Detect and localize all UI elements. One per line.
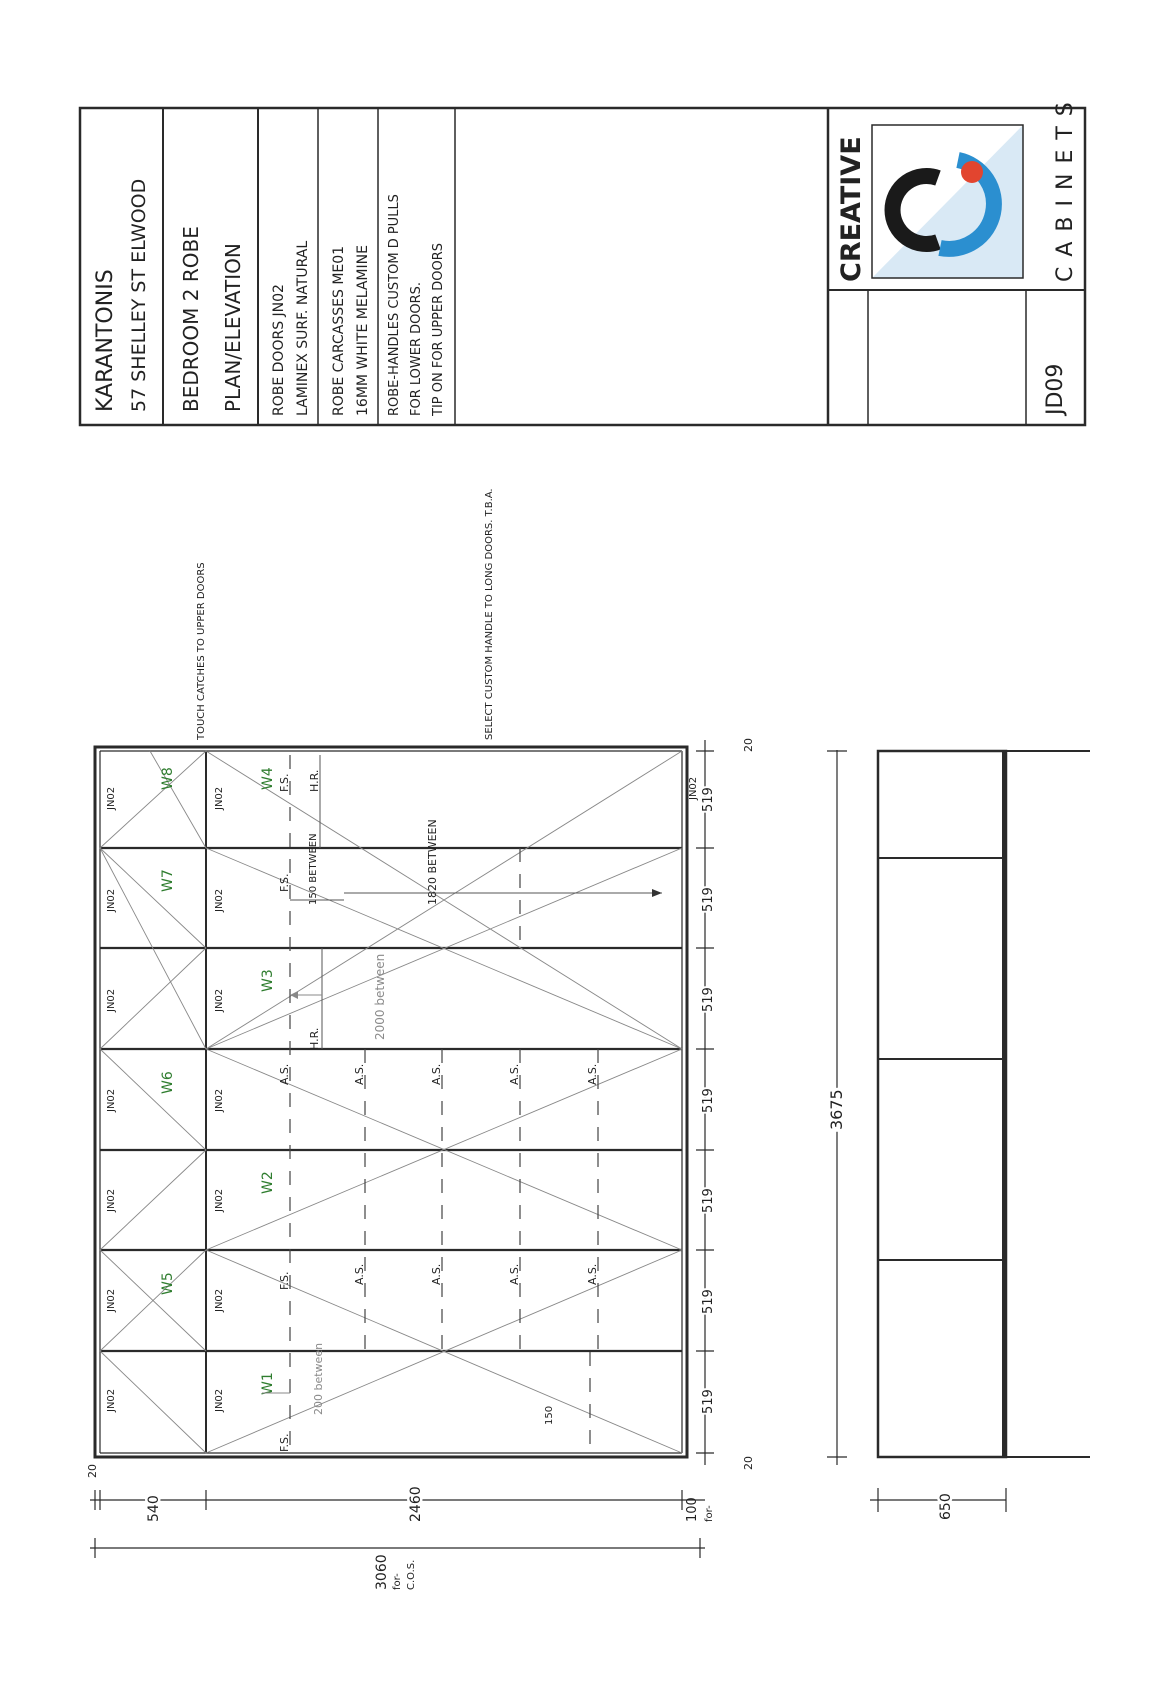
dim-height-plinth-note: for-: [704, 1505, 715, 1522]
note-doors-line2: LAMINEX SURF. NATURAL: [295, 240, 311, 416]
height-dimensions: [86, 1464, 715, 1590]
dim-bay-3: 519: [701, 1289, 716, 1314]
finish-label: JN02: [106, 1188, 117, 1212]
note-carcass-line1: ROBE CARCASSES ME01: [331, 245, 347, 416]
adj-shelf-label: A.S.: [353, 1063, 366, 1085]
finish-label: JN02: [214, 988, 225, 1012]
finish-label: JN02: [106, 786, 117, 810]
width-dimensions: [696, 738, 755, 1470]
between-200: 200 between: [312, 1342, 325, 1415]
fixed-shelf-label: F.S.: [278, 773, 291, 792]
dim-height-overall-note2: C.O.S.: [406, 1559, 417, 1590]
finish-label: JN02: [688, 776, 699, 800]
dim-height-upper: 540: [146, 1495, 162, 1522]
dim-bay-4: 519: [701, 1188, 716, 1213]
note-carcass-line2: 16MM WHITE MELAMINE: [355, 245, 371, 416]
between-1820: 1820 BETWEEN: [426, 819, 439, 905]
adj-shelf-label: A.S.: [353, 1263, 366, 1285]
finish-labels: [106, 777, 699, 1413]
door-w7: W7: [160, 869, 176, 892]
dim-height-top: 20: [86, 1464, 99, 1478]
note-doors-line1: ROBE DOORS JN02: [271, 284, 287, 416]
client-name: KARANTONIS: [93, 269, 118, 412]
finish-label: JN02: [214, 1388, 225, 1412]
finish-label: JN02: [214, 1288, 225, 1312]
plan-view: [827, 750, 1090, 1520]
fixed-shelf-label: F.S.: [278, 1433, 291, 1452]
adj-shelf-label: A.S.: [430, 1263, 443, 1285]
finish-label: JN02: [214, 1088, 225, 1112]
adj-shelf-label: A.S.: [278, 1063, 291, 1085]
dim-bay-1: 519: [701, 1389, 716, 1414]
adj-shelf-label: A.S.: [508, 1263, 521, 1285]
dim-20-bottom: 20: [742, 1456, 755, 1470]
view-name: PLAN/ELEVATION: [221, 243, 245, 412]
dim-height-lower: 2460: [408, 1486, 424, 1522]
note-touch-catches: TOUCH CATCHES TO UPPER DOORS: [196, 562, 207, 740]
dim-20-top: 20: [742, 738, 755, 752]
hanging-rail-label: H.R.: [308, 1027, 321, 1050]
creative-cabinets-logo: [836, 92, 1078, 282]
hanging-rail-label: H.R.: [308, 769, 321, 792]
note-select-custom-handle: SELECT CUSTOM HANDLE TO LONG DOORS. T.B.A.: [484, 488, 495, 740]
fixed-shelf-label: F.S.: [278, 1271, 291, 1290]
adj-shelf-label: A.S.: [586, 1063, 599, 1085]
note-handles-line2: FOR LOWER DOORS.: [409, 281, 424, 416]
adj-shelf-label: A.S.: [430, 1063, 443, 1085]
dim-overall-width: 3675: [827, 1089, 846, 1130]
adj-shelf-label: A.S.: [508, 1063, 521, 1085]
title-block: [80, 92, 1085, 425]
site-address: 57 SHELLEY ST ELWOOD: [128, 178, 150, 412]
note-handles-line1: ROBE-HANDLES CUSTOM D PULLS: [387, 194, 402, 416]
dim-height-overall: 3060: [374, 1554, 390, 1590]
dim-height-plinth: 100: [685, 1497, 700, 1522]
between-2000: 2000 between: [373, 953, 387, 1040]
robe-elevation: [95, 488, 699, 1457]
room-name: BEDROOM 2 ROBE: [179, 226, 203, 412]
dim-bay-6: 519: [701, 987, 716, 1012]
dim-height-overall-note1: for-: [392, 1573, 403, 1590]
dim-bay-7: 519: [701, 887, 716, 912]
dim-bay-5: 519: [701, 1088, 716, 1113]
finish-label: JN02: [106, 888, 117, 912]
finish-label: JN02: [214, 888, 225, 912]
adj-shelf-label: A.S.: [586, 1263, 599, 1285]
between-annotations: [262, 819, 662, 1425]
value-150: 150: [544, 1405, 555, 1425]
finish-label: JN02: [106, 1388, 117, 1412]
logo-word-cabinets: CABINETS: [1053, 92, 1078, 282]
finish-label: JN02: [106, 988, 117, 1012]
finish-label: JN02: [214, 1188, 225, 1212]
door-w3: W3: [260, 969, 276, 992]
door-w6: W6: [160, 1071, 176, 1094]
dim-depth: 650: [938, 1493, 954, 1520]
door-w5: W5: [160, 1272, 176, 1295]
door-w4: W4: [260, 767, 276, 790]
between-150: 150 BETWEEN: [308, 833, 319, 905]
fixed-shelf-label: F.S.: [278, 873, 291, 892]
finish-label: JN02: [106, 1088, 117, 1112]
door-w8: W8: [160, 767, 176, 790]
lower-door-swings: [206, 751, 682, 1453]
finish-label: JN02: [106, 1288, 117, 1312]
dim-bay-8: 519: [701, 787, 716, 812]
note-handles-line3: TIP ON FOR UPPER DOORS: [431, 242, 446, 416]
door-w2: W2: [260, 1171, 276, 1194]
drawing-number: JD09: [1043, 363, 1068, 415]
logo-word-creative: CREATIVE: [836, 136, 867, 282]
door-w1: W1: [260, 1372, 276, 1395]
finish-label: JN02: [214, 786, 225, 810]
